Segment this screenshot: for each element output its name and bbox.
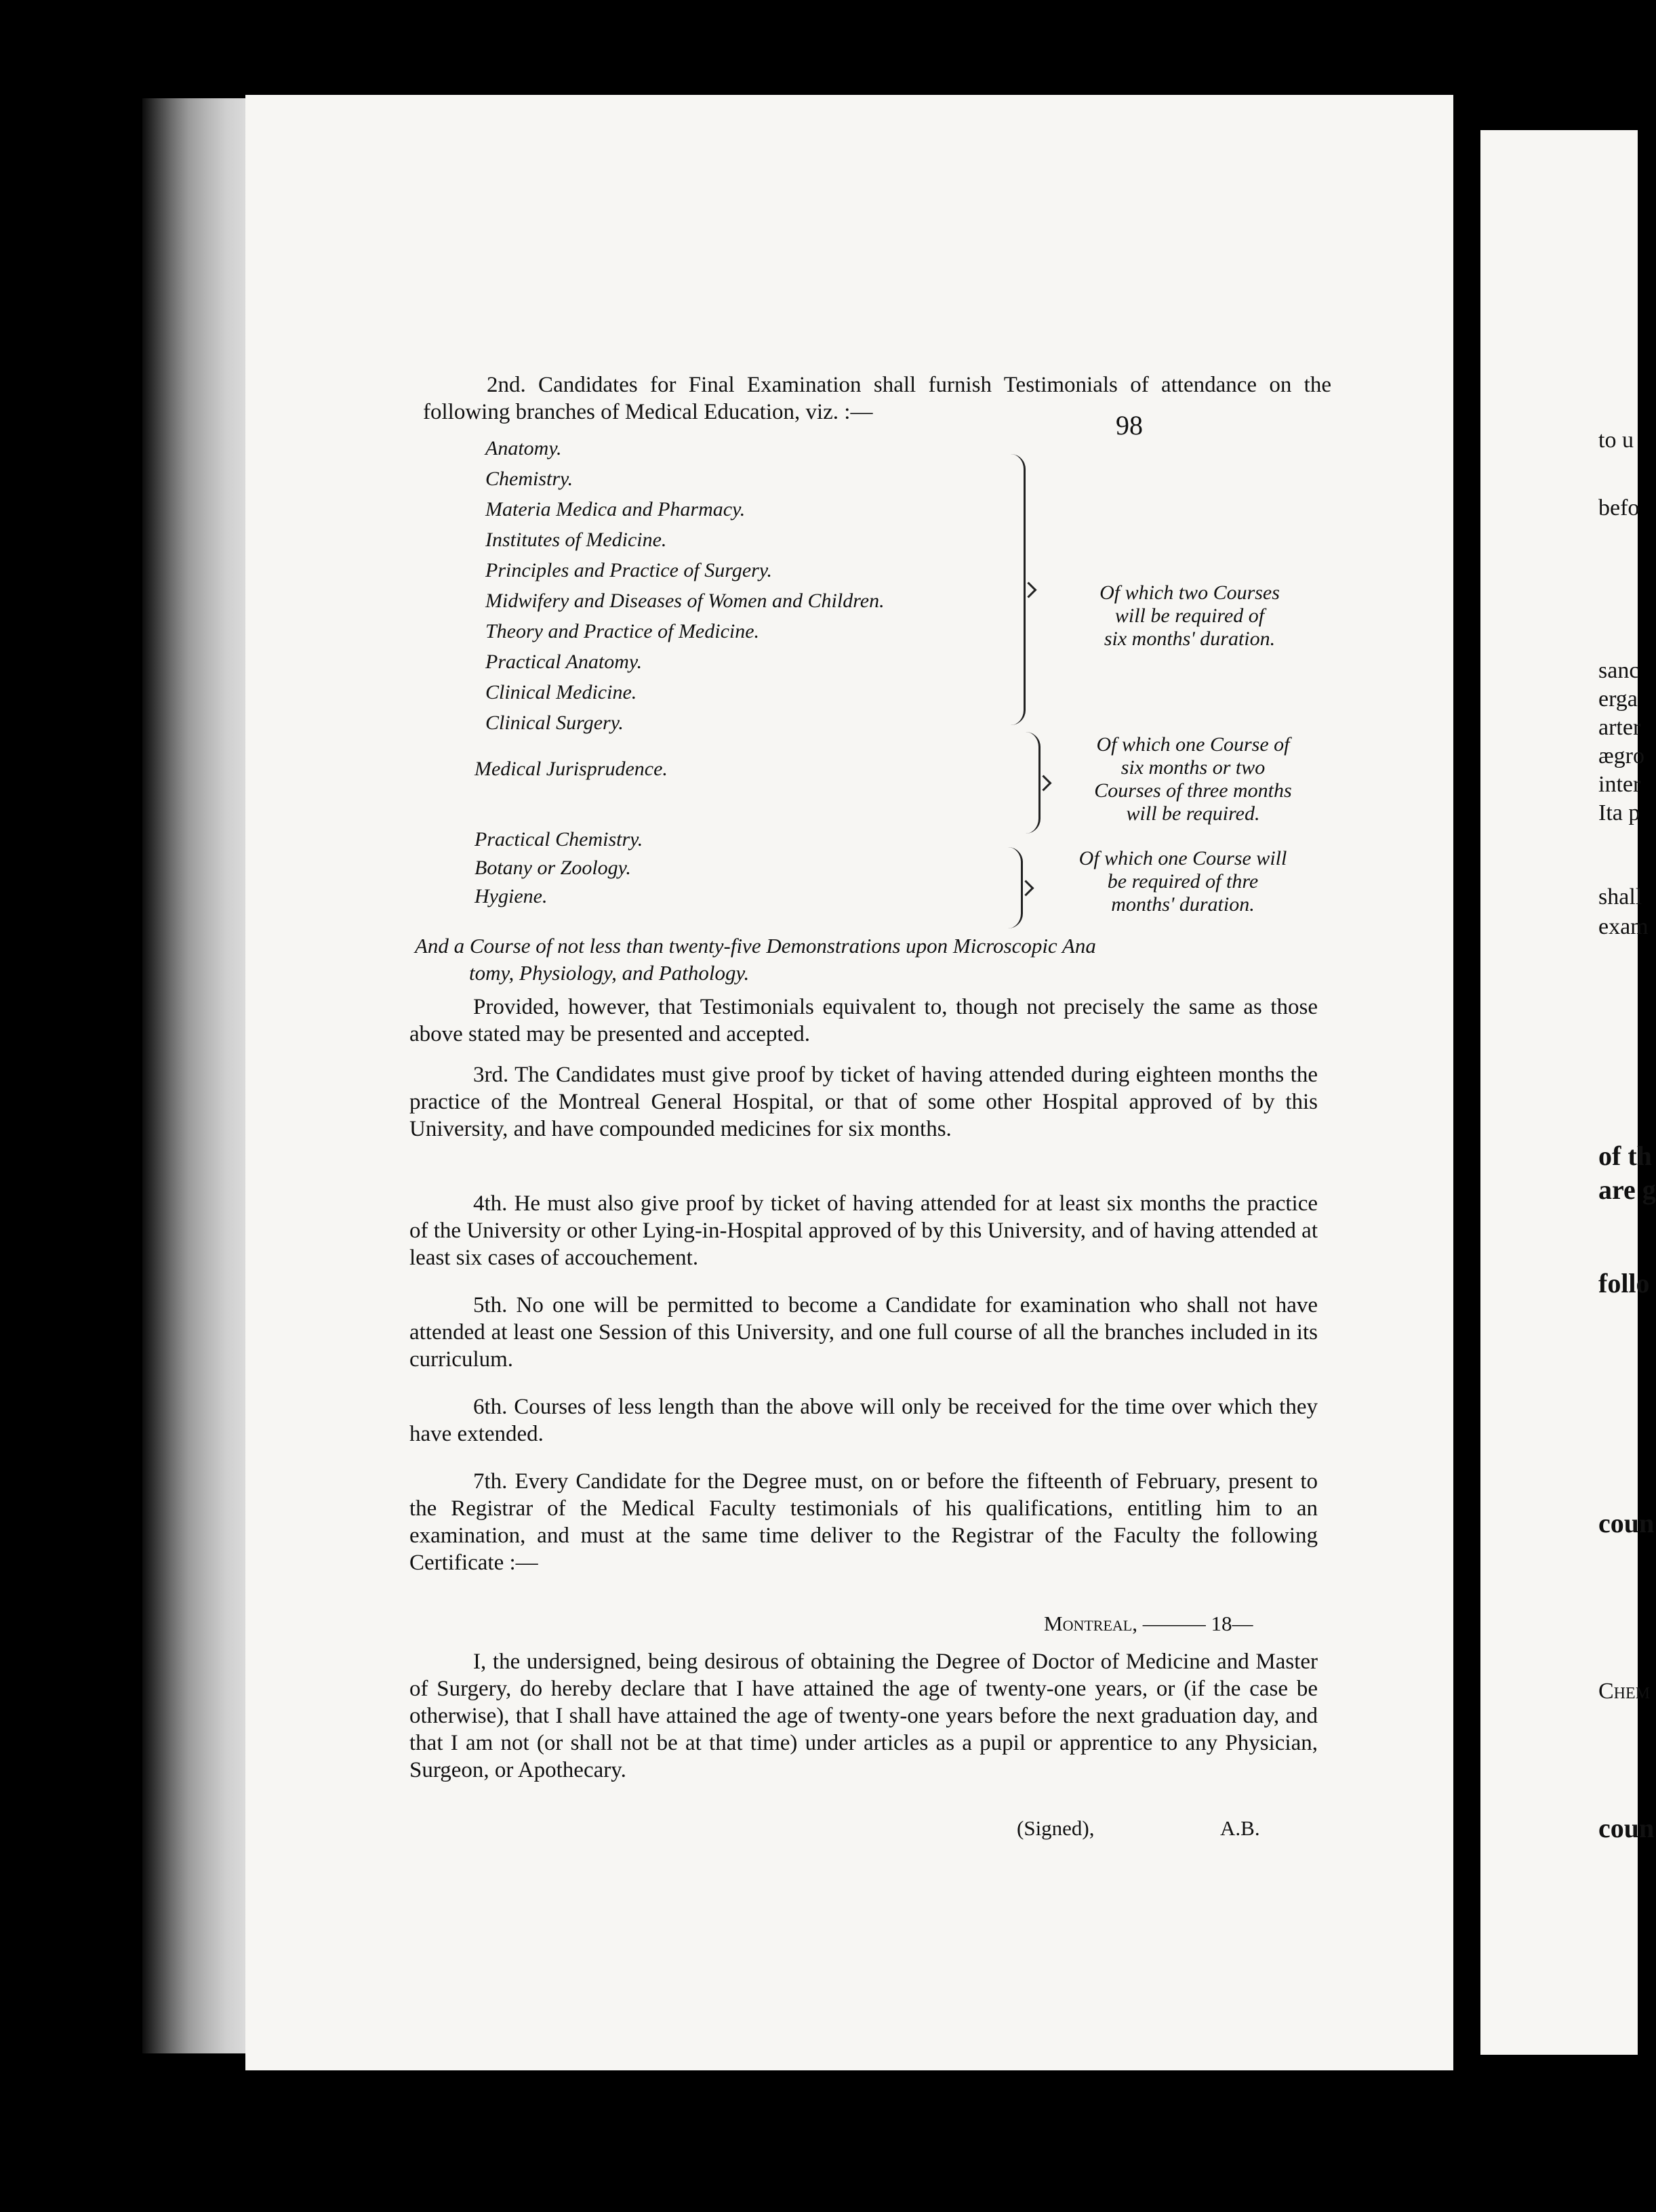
note-line: six months' duration. — [1104, 628, 1276, 650]
note-line: Of which two Courses — [1099, 581, 1280, 604]
note-line: Of which one Course of — [1096, 733, 1290, 756]
branch-hygiene: Hygiene. — [474, 885, 548, 907]
brace-group-2 — [1024, 732, 1041, 834]
branch-theory-practice: Theory and Practice of Medicine. — [485, 620, 760, 642]
right-line: inter — [1598, 772, 1641, 797]
right-line: ægro — [1598, 743, 1644, 769]
right-line: coun — [1598, 1813, 1655, 1843]
brace-group-3 — [1007, 847, 1023, 928]
note-line: Of which one Course will — [1078, 847, 1287, 869]
note-group-3 — [1027, 847, 1339, 916]
right-line: Ita p — [1598, 800, 1640, 825]
note-group-1 — [1044, 581, 1335, 651]
branch-jurisprudence: Medical Jurisprudence. — [474, 758, 668, 780]
branch-institutes-of-medicine: Institutes of Medicine. — [485, 529, 667, 551]
right-line: erga — [1598, 687, 1638, 712]
paragraph-7th: 7th. Every Candidate for the Degree must, on or before the fifteenth of February, present to the Registrar of the Medical Faculty testimonials of his qualifications, entitling him to an examination, and must at the same time deliver to the Registrar of the Faculty the following Certificate :— — [409, 1469, 1318, 1575]
branch-practical-chemistry: Practical Chemistry. — [474, 828, 643, 851]
right-line: befo — [1598, 495, 1640, 520]
right-line: shall — [1598, 884, 1642, 909]
right-line: Chem — [1598, 1679, 1651, 1704]
microscopic-line-2: tomy, Physiology, and Pathology. — [469, 961, 750, 985]
certificate-place-date: Montreal, ——— 18— — [1044, 1612, 1253, 1635]
note-line: months' duration. — [1111, 893, 1255, 916]
right-line: exam — [1598, 914, 1649, 939]
page-number: 98 — [1116, 410, 1143, 441]
branch-practical-anatomy: Practical Anatomy. — [485, 651, 643, 673]
branch-surgery: Principles and Practice of Surgery. — [485, 559, 772, 581]
microscopic-line-1: And a Course of not less than twenty-five Demonstrations upon Microscopic Ana — [415, 934, 1096, 958]
right-line: coun — [1598, 1508, 1655, 1538]
certificate-initials: A.B. — [1220, 1816, 1260, 1840]
note-line: will be required of — [1114, 605, 1265, 627]
paragraph-4th: 4th. He must also give proof by ticket of having attended for at least six months the practice of the University or other Lying-in-Hospital approved of by this University, and of having attended at least six cases of accouchement. — [409, 1191, 1318, 1270]
paragraph-6th: 6th. Courses of less length than the above will only be received for the time over which they have extended. — [409, 1395, 1318, 1446]
right-page-fragment — [1480, 130, 1656, 2055]
right-line: of th — [1598, 1141, 1652, 1171]
branch-clinical-medicine: Clinical Medicine. — [485, 681, 637, 703]
branch-midwifery: Midwifery and Diseases of Women and Children. — [485, 590, 885, 612]
branch-anatomy: Anatomy. — [485, 437, 562, 459]
branch-botany-zoology: Botany or Zoology. — [474, 857, 631, 879]
certificate-signed: (Signed), — [1017, 1816, 1095, 1840]
certificate-text: I, the undersigned, being desirous of obtaining the Degree of Doctor of Medicine and Master of Surgery, do hereby declare that I have attained the age of twenty-one years, or (if the case be otherwise), that I shall have attained the age of twenty-one years before the next graduation day, and that I am not (or shall not be at that time) under articles as a pupil or apprentice to any Physician, Surgeon, or Apothecary. — [409, 1650, 1318, 1782]
note-line: six months or two — [1120, 756, 1266, 779]
branch-clinical-surgery: Clinical Surgery. — [485, 712, 624, 734]
note-line: be required of thre — [1107, 870, 1259, 893]
note-line: will be required. — [1126, 802, 1260, 825]
right-line: sanc — [1598, 658, 1640, 683]
note-group-2 — [1047, 733, 1339, 825]
book-spine — [142, 98, 247, 2053]
right-line: arter — [1598, 715, 1641, 740]
microscopic-demonstrations — [415, 933, 1331, 987]
right-line: to u — [1598, 428, 1634, 453]
right-line: are g — [1598, 1174, 1656, 1205]
intro-text: 2nd. Candidates for Final Examination shall furnish Testimonials of attendance on the following branches of Medical Education, viz. :— — [423, 373, 1331, 424]
branch-chemistry: Chemistry. — [485, 468, 573, 490]
paragraph-provided: Provided, however, that Testimonials equivalent to, though not precisely the same as those above stated may be presented and accepted. — [409, 995, 1318, 1046]
brace-group-1 — [1010, 454, 1026, 725]
paragraph-3rd: 3rd. The Candidates must give proof by ticket of having attended during eighteen months the practice of the Montreal General Hospital, or that of some other Hospital approved of by this University, and have compounded medicines for six months. — [409, 1063, 1318, 1141]
note-line: Courses of three months — [1094, 779, 1292, 802]
right-line: follo — [1598, 1268, 1650, 1298]
branch-materia-medica: Materia Medica and Pharmacy. — [485, 498, 746, 520]
paragraph-5th: 5th. No one will be permitted to become a Candidate for examination who shall not have attended at least one Session of this University, and one full course of all the branches included in its curriculum. — [409, 1293, 1318, 1372]
